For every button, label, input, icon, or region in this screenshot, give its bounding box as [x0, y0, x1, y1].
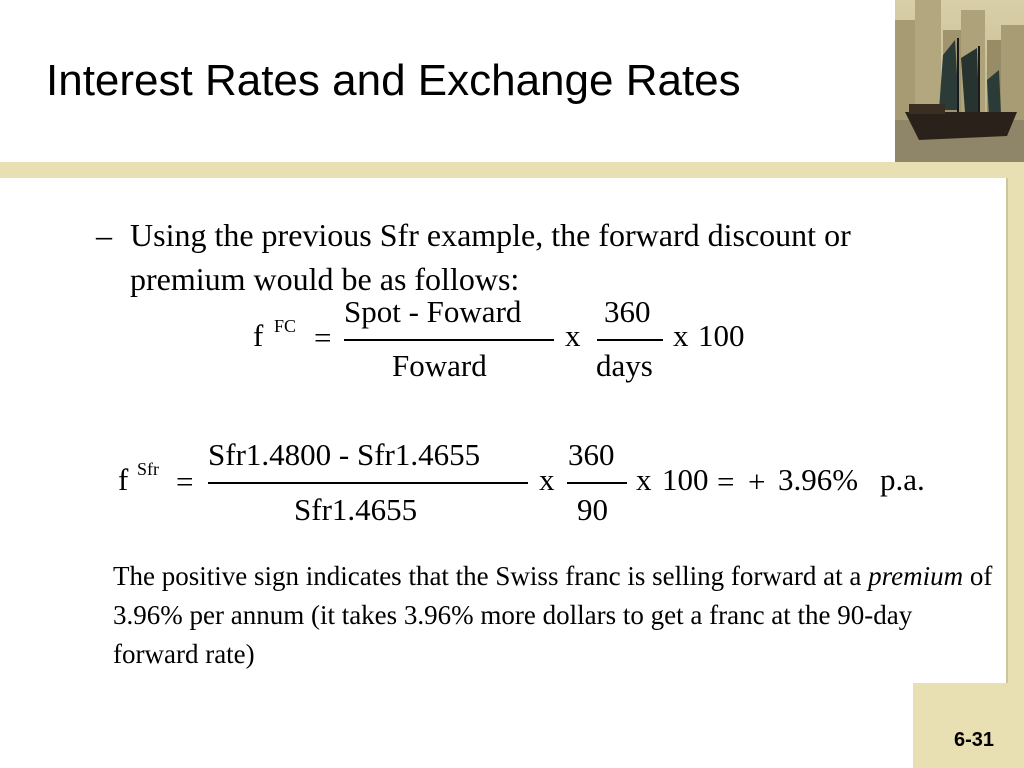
formula2-result: 3.96%: [778, 462, 859, 497]
slide-title: Interest Rates and Exchange Rates: [46, 56, 741, 105]
formula2-equals: =: [176, 464, 194, 499]
formula1-times-1: x: [565, 318, 581, 353]
note-text-after: of 3.96% per annum (it takes 3.96% more dollars to get a franc at the 90-day forward rate): [113, 561, 993, 669]
header-divider-band: [0, 162, 1024, 178]
formula2-fraction-bar-2: [567, 482, 627, 484]
bullet-dash: –: [96, 217, 112, 253]
formula2-equals-2: =: [717, 464, 735, 499]
formula1-times-2: x: [673, 318, 689, 353]
formula2-denominator-2: 90: [577, 492, 608, 527]
formula2-f: f: [118, 462, 129, 497]
formula1-denominator: Foward: [392, 348, 487, 383]
junk-boat-photo: [895, 0, 1024, 162]
formula1-f: f: [253, 318, 264, 353]
formula1-denominator-2: days: [596, 348, 653, 383]
bullet-item: [96, 213, 876, 301]
formula1-fraction-bar-2: [597, 339, 663, 341]
formula2-plus: +: [748, 464, 766, 499]
note-text-before: The positive sign indicates that the Swiss franc is selling forward at a: [113, 561, 869, 591]
formula2-superscript: Sfr: [137, 459, 159, 479]
formula2-per-annum: p.a.: [880, 462, 925, 497]
page-number-box: [913, 683, 1024, 768]
formula2-numerator: Sfr1.4800 - Sfr1.4655: [208, 437, 481, 472]
formula2-fraction-bar: [208, 482, 528, 484]
formula1-fraction-bar: [344, 339, 554, 341]
page-number: 6-31: [953, 729, 994, 751]
formula1-equals: =: [314, 320, 332, 355]
formula2-hundred: 100: [662, 462, 709, 497]
explanation-note: [113, 557, 993, 674]
formula1-numerator-2: 360: [604, 294, 651, 329]
formula2-times-1: x: [539, 462, 555, 497]
formula1-hundred: 100: [698, 318, 745, 353]
bullet-text: Using the previous Sfr example, the forward discount or premium would be as follows:: [130, 217, 851, 297]
right-border-band: [1006, 162, 1024, 768]
formula2-numerator-2: 360: [568, 437, 615, 472]
formula1-numerator: Spot - Foward: [344, 294, 522, 329]
formula1-superscript: FC: [274, 316, 297, 336]
formula2-times-2: x: [636, 462, 652, 497]
formula2-denominator: Sfr1.4655: [294, 492, 418, 527]
right-border-edge: [1006, 178, 1008, 683]
note-emphasis: premium: [868, 561, 964, 591]
